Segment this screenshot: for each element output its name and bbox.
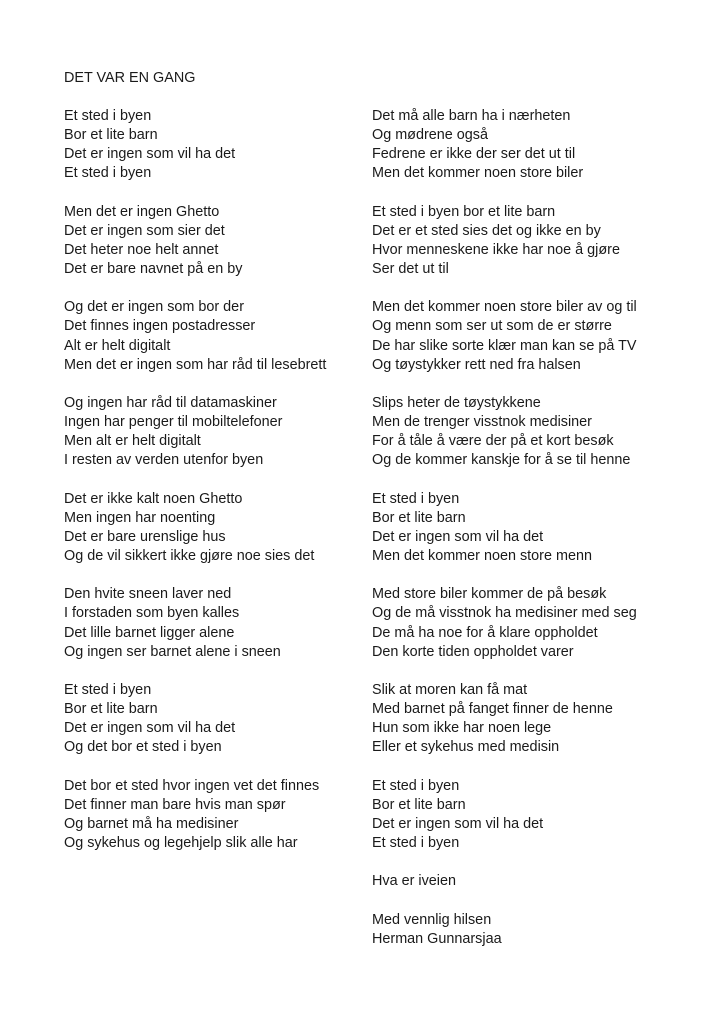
stanza <box>64 203 364 279</box>
poem-line: Og de vil sikkert ikke gjøre noe sies det <box>64 547 315 564</box>
poem-line: De har slike sorte klær man kan se på TV <box>372 337 637 354</box>
poem-line: Det finnes ingen postadresser <box>64 318 256 335</box>
stanza <box>372 203 692 279</box>
poem-line: Og de må visstnok ha medisiner med seg <box>372 605 637 622</box>
poem-line: Den hvite sneen laver ned <box>64 586 232 603</box>
poem-line: Og det bor et sted i byen <box>64 739 222 756</box>
poem-line: Et sted i byen <box>64 165 152 182</box>
closing-text: Med vennlig hilsen <box>372 911 492 928</box>
poem-line: Bor et lite barn <box>64 701 158 718</box>
poem-line: Hvor menneskene ikke har noe å gjøre <box>372 241 620 258</box>
poem-line: Det er ingen som vil ha det <box>64 146 236 163</box>
poem-line: Ingen har penger til mobiltelefoner <box>64 414 283 431</box>
stanza <box>64 681 364 757</box>
poem-line: Det er bare urenslige hus <box>64 528 226 545</box>
poem-line: Det må alle barn ha i nærheten <box>372 108 571 124</box>
stanza <box>372 681 692 757</box>
author-name: Herman Gunnarsjaa <box>372 930 502 947</box>
stanza <box>372 872 692 891</box>
poem-line: Bor et lite barn <box>372 796 466 813</box>
poem-line: Slips heter de tøystykkene <box>372 395 541 412</box>
poem-line: Det er ingen som vil ha det <box>372 528 544 545</box>
poem-line: I forstaden som byen kalles <box>64 605 240 622</box>
poem-line: Slik at moren kan få mat <box>372 682 528 699</box>
poem-line: Et sted i byen <box>64 108 152 124</box>
poem-line: Men det kommer noen store biler av og til <box>372 299 637 316</box>
poem-line: Et sted i byen <box>372 777 460 794</box>
poem-line: Det lille barnet ligger alene <box>64 624 235 641</box>
poem-line: Og sykehus og legehjelp slik alle har <box>64 834 298 851</box>
poem-line: Og mødrene også <box>372 127 488 144</box>
poem-line: Den korte tiden oppholdet varer <box>372 643 574 660</box>
poem-line: Men det kommer noen store menn <box>372 547 592 564</box>
poem-line: Og barnet må ha medisiner <box>64 815 239 832</box>
stanza <box>372 490 692 566</box>
poem-line: Og de kommer kanskje for å se til henne <box>372 452 631 469</box>
stanza <box>64 107 364 183</box>
stanza <box>372 585 692 661</box>
poem-line: Hva er iveien <box>372 873 456 890</box>
poem-line: Det er ingen som vil ha det <box>372 815 544 832</box>
poem-line: Det er ikke kalt noen Ghetto <box>64 490 243 507</box>
poem-line: Eller et sykehus med medisin <box>372 739 560 756</box>
poem-line: Men de trenger visstnok medisiner <box>372 414 592 431</box>
poem-line: Og det er ingen som bor der <box>64 299 244 316</box>
poem-line: Det er et sted sies det og ikke en by <box>372 222 601 239</box>
poem-line: Det er ingen som vil ha det <box>64 720 236 737</box>
poem-line: Bor et lite barn <box>64 127 158 144</box>
poem-line: Hun som ikke har noen lege <box>372 720 552 737</box>
poem-line: Og tøystykker rett ned fra halsen <box>372 356 581 373</box>
poem-line: Med store biler kommer de på besøk <box>372 586 607 603</box>
stanza <box>372 777 692 853</box>
poem-line: Med barnet på fanget finner de henne <box>372 701 613 718</box>
stanza <box>64 298 364 374</box>
poem-line: Men ingen har noenting <box>64 509 216 526</box>
poem-line: For å tåle å være der på et kort besøk <box>372 433 614 450</box>
poem-line: Men det er ingen som har råd til lesebrett <box>64 356 327 373</box>
poem-line: Og ingen ser barnet alene i sneen <box>64 643 281 660</box>
poem-line: Alt er helt digitalt <box>64 337 171 354</box>
poem-line: Men alt er helt digitalt <box>64 433 201 450</box>
poem-line: Et sted i byen <box>372 834 460 851</box>
poem-line: Ser det ut til <box>372 260 449 277</box>
poem-line: Fedrene er ikke der ser det ut til <box>372 146 576 163</box>
poem-line: Det er ingen som sier det <box>64 222 225 239</box>
poem-line: Et sted i byen bor et lite barn <box>372 203 556 220</box>
right-column <box>372 107 692 949</box>
poem-line: I resten av verden utenfor byen <box>64 452 264 469</box>
poem-line: Et sted i byen <box>64 682 152 699</box>
stanza <box>64 777 364 853</box>
poem-line: Det heter noe helt annet <box>64 241 219 258</box>
poem-line: Et sted i byen <box>372 490 460 507</box>
poem-line: Bor et lite barn <box>372 509 466 526</box>
poem-line: Det bor et sted hvor ingen vet det finnes <box>64 777 320 794</box>
stanza <box>372 298 692 374</box>
poem-title: DET VAR EN GANG <box>64 70 196 86</box>
stanza <box>64 585 364 661</box>
poem-line: Men det kommer noen store biler <box>372 165 584 182</box>
signature-block <box>372 911 692 949</box>
poem-line: Det finner man bare hvis man spør <box>64 796 286 813</box>
stanza <box>372 394 692 470</box>
poem-line: Og ingen har råd til datamaskiner <box>64 395 277 412</box>
poem-line: De må ha noe for å klare oppholdet <box>372 624 598 641</box>
stanza <box>64 394 364 470</box>
left-column <box>64 107 364 872</box>
stanza <box>64 490 364 566</box>
poem-line: Det er bare navnet på en by <box>64 260 243 277</box>
poem-line: Og menn som ser ut som de er større <box>372 318 612 335</box>
stanza <box>372 107 692 183</box>
poem-line: Men det er ingen Ghetto <box>64 203 220 220</box>
